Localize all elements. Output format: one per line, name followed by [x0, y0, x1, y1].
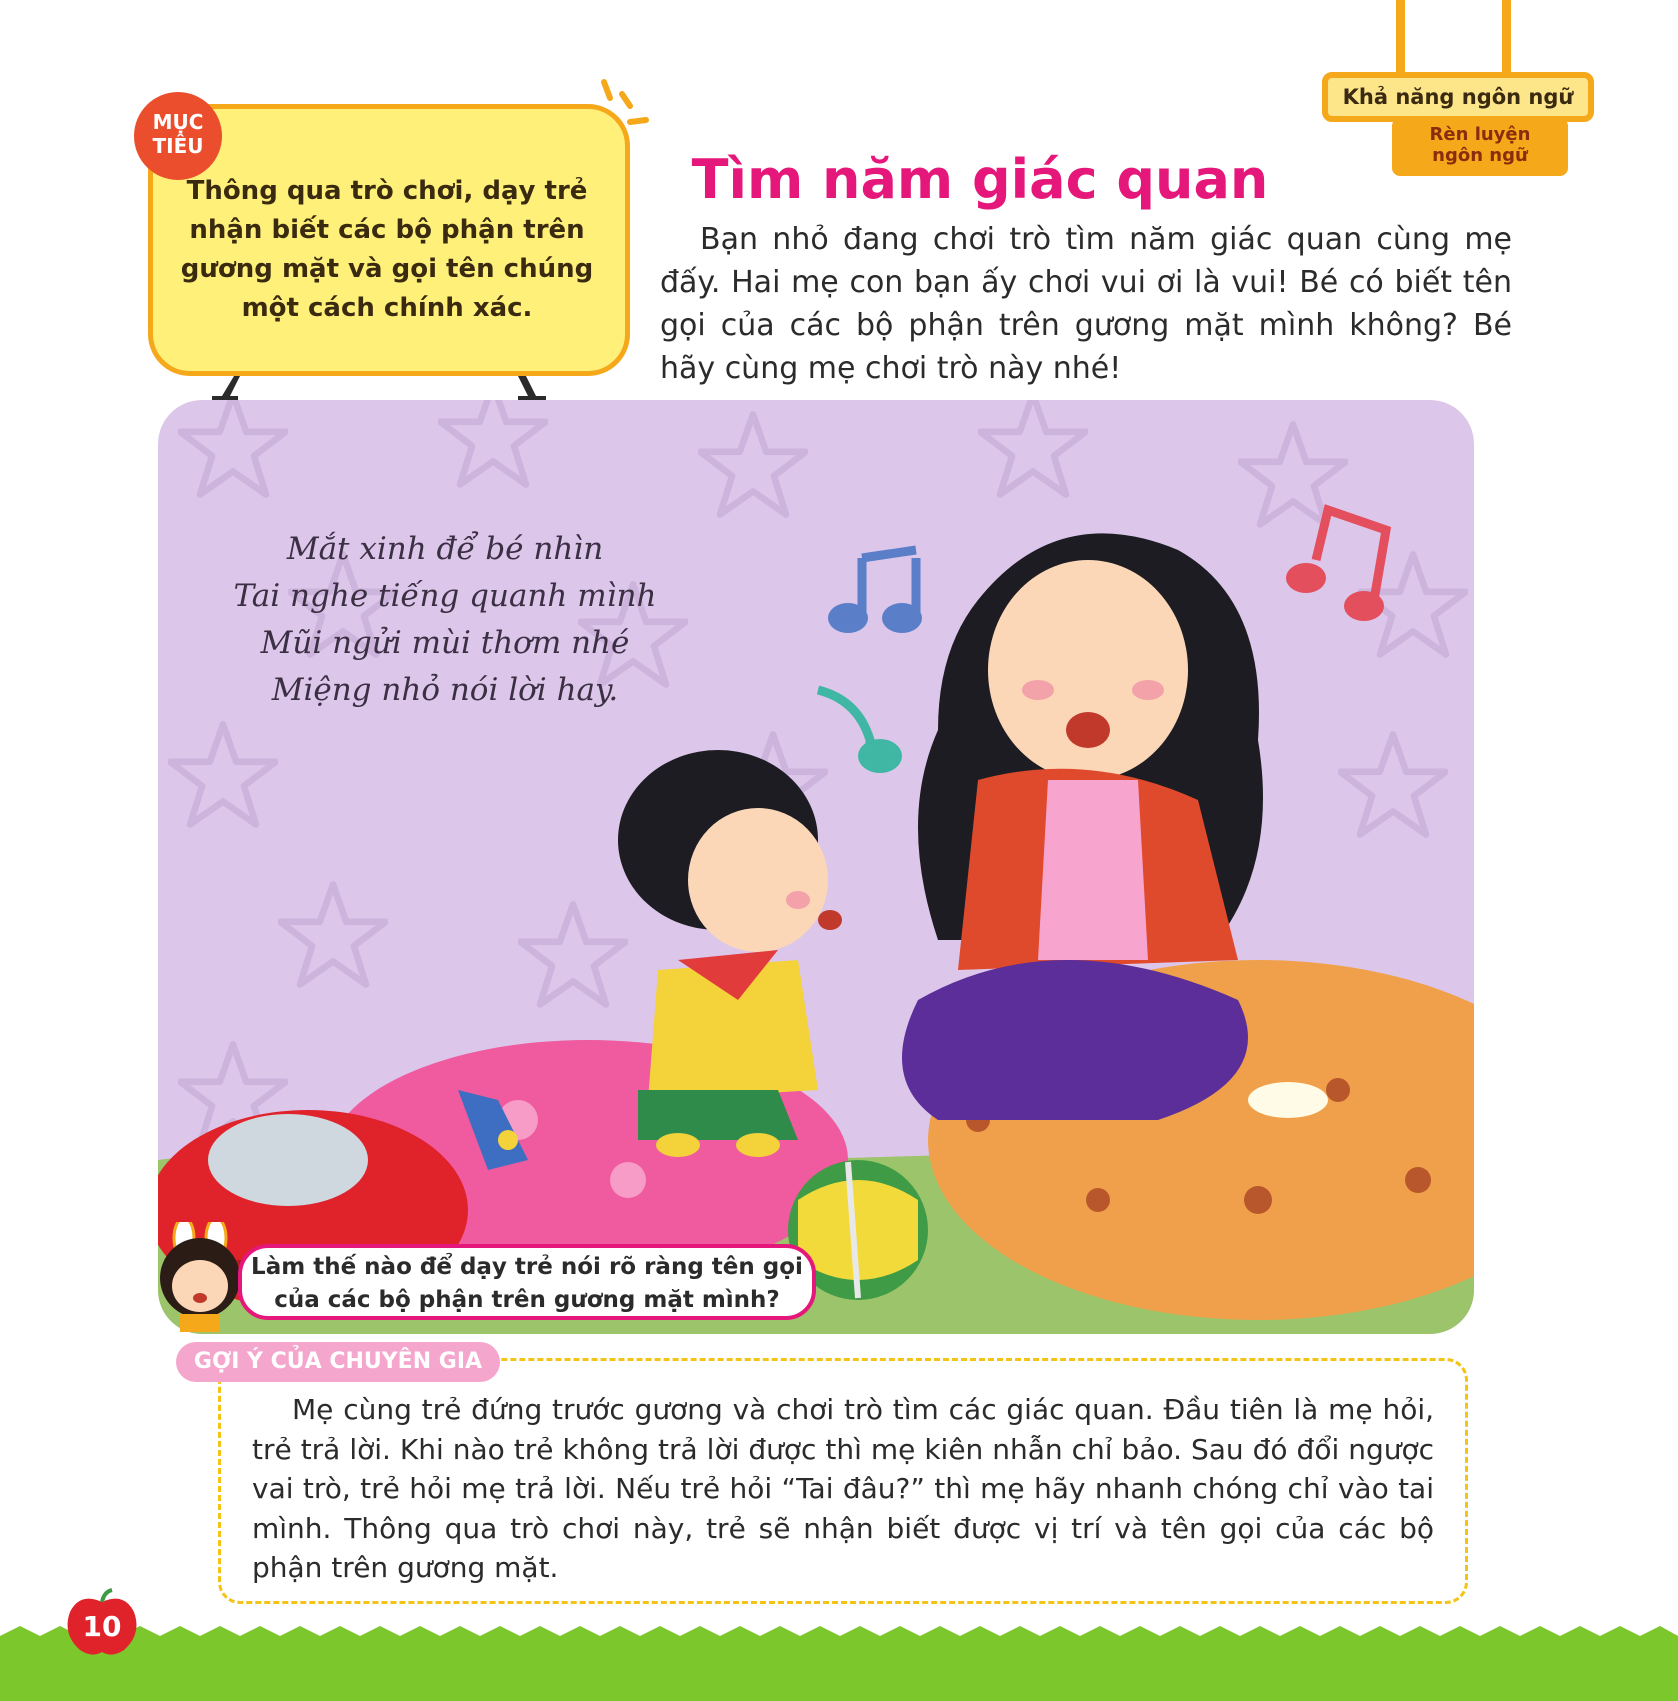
subcategory-line-1: Rèn luyện: [1429, 124, 1531, 145]
objective-text: Thông qua trò chơi, dạy trẻ nhận biết các bộ phận trên gương mặt và gọi tên chúng một cách chính xác.: [180, 176, 594, 323]
tag-hanger-right: [1502, 0, 1511, 72]
subcategory-tag: [1392, 118, 1568, 176]
tag-hanger-left: [1396, 0, 1405, 72]
page-title: Tìm năm giác quan: [691, 148, 1269, 211]
music-note-red-icon: [1286, 510, 1386, 621]
poem-line-2: Tai nghe tiếng quanh mình: [233, 578, 657, 614]
objective-box-leg-right: [506, 376, 558, 400]
objective-box-leg-left: [212, 376, 264, 400]
poem-line-4: Miệng nhỏ nói lời hay.: [271, 672, 619, 708]
expert-tip-label: GỢI Ý CỦA CHUYÊN GIA: [176, 1342, 500, 1382]
objective-badge: [134, 92, 222, 180]
subcategory-line-2: ngôn ngữ: [1432, 145, 1528, 166]
page-number-badge: [64, 1588, 140, 1656]
boy-figure: [618, 750, 842, 1157]
music-note-teal-icon: [818, 690, 902, 773]
objective-badge-line-1: MỤC: [152, 110, 204, 134]
question-bubble: [238, 1244, 816, 1320]
poem: [230, 526, 660, 714]
expert-tip-text: Mẹ cùng trẻ đứng trước gương và chơi trò tìm các giác quan. Đầu tiên là mẹ hỏi, trẻ trả lời. Khi nào trẻ không trả lời được thì mẹ kiên nhẫn chỉ bảo. Sau đó đổi ngược vai trò, trẻ hỏi mẹ trả lời. Nếu trẻ hỏi “Tai đâu?” thì mẹ hãy nhanh chóng chỉ vào tai mình. Thông qua trò chơi này, trẻ sẽ nhận biết được vị trí và tên gọi của các bộ phận trên gương mặt.: [252, 1393, 1434, 1584]
music-note-blue-icon: [828, 550, 922, 633]
category-tag: Khả năng ngôn ngữ: [1322, 72, 1594, 122]
question-line-2: của các bộ phận trên gương mặt mình?: [274, 1287, 780, 1313]
spark-lines-icon: [596, 78, 652, 134]
poem-line-3: Mũi ngửi mùi thơm nhé: [260, 625, 630, 661]
intro-paragraph: Bạn nhỏ đang chơi trò tìm năm giác quan cùng mẹ đấy. Hai mẹ con bạn ấy chơi vui ơi là vui! Bé có biết tên gọi của các bộ phận trên gương mặt mình không? Bé hãy cùng mẹ chơi trò này nhé!: [660, 222, 1512, 386]
poem-line-1: Mắt xinh để bé nhìn: [286, 531, 604, 567]
question-line-1: Làm thế nào để dạy trẻ nói rõ ràng tên gọi: [251, 1254, 803, 1280]
page-number: 10: [82, 1610, 122, 1643]
grass-footer: [0, 1620, 1678, 1701]
objective-badge-line-2: TIÊU: [152, 134, 204, 158]
